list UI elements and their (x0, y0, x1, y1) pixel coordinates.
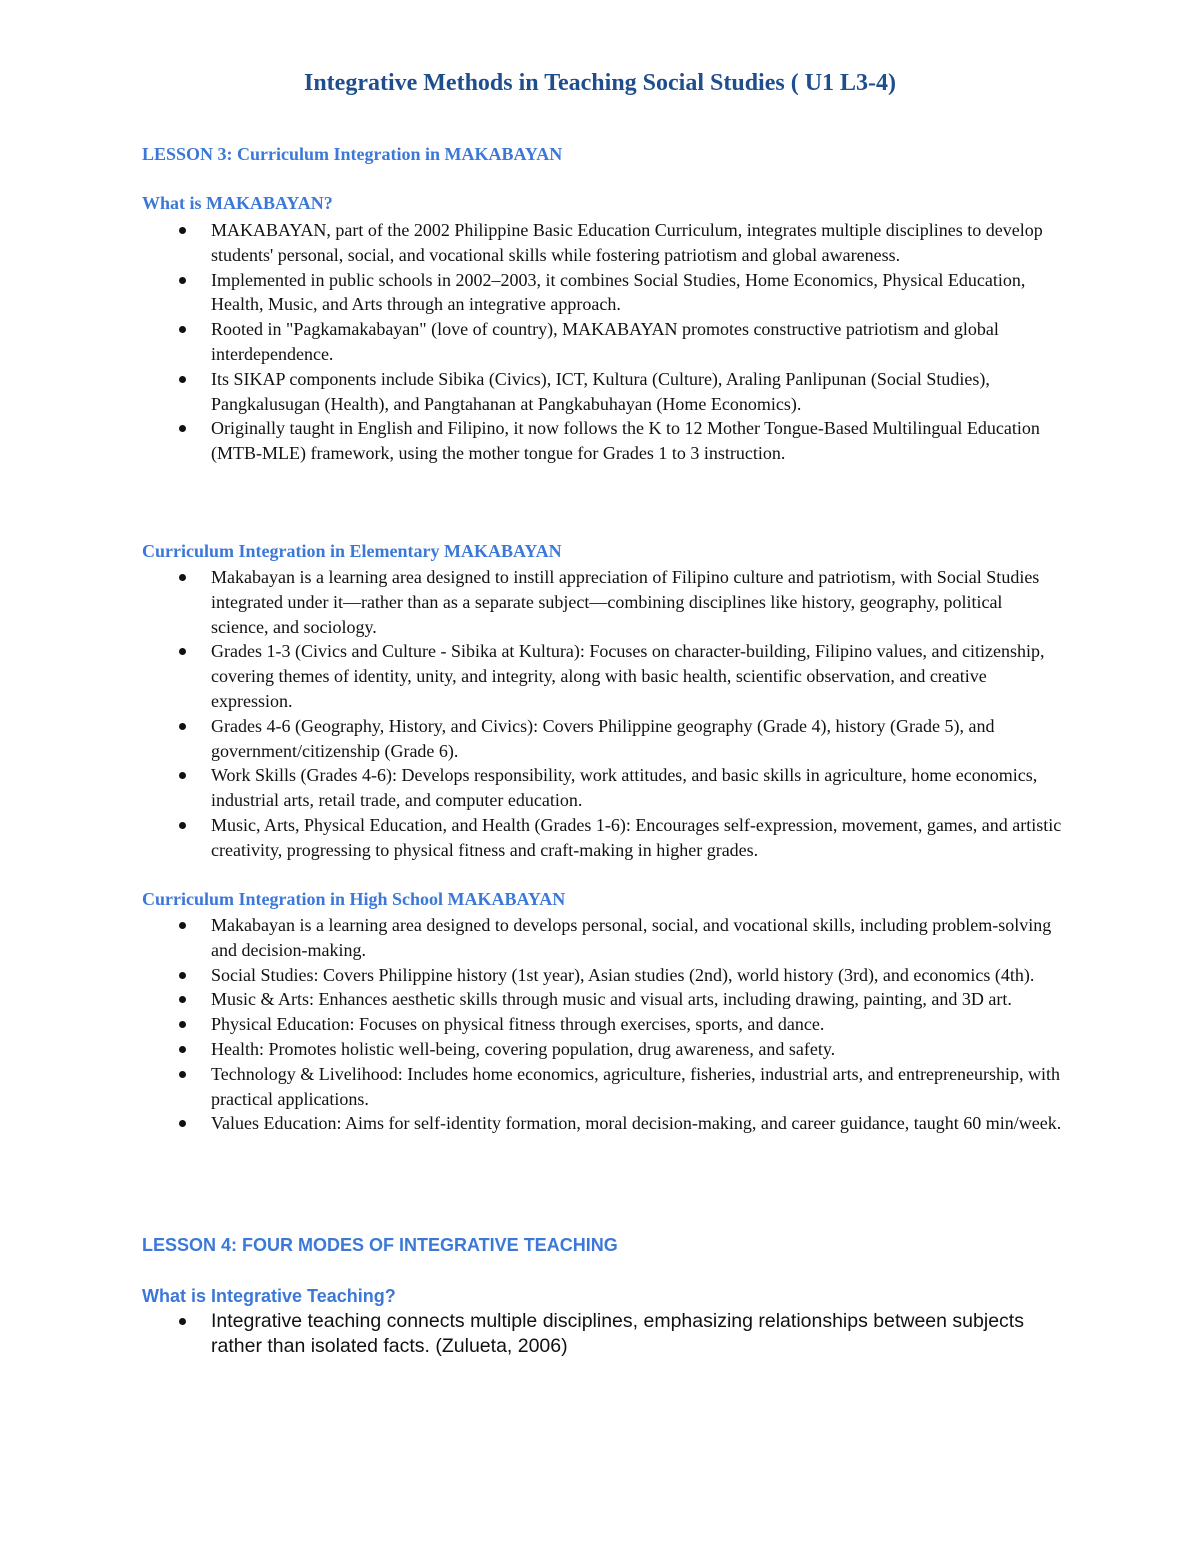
lesson-3-heading: LESSON 3: Curriculum Integration in MAKABAYAN (142, 144, 563, 164)
section-heading-integrative-teaching: What is Integrative Teaching? (142, 1286, 396, 1306)
bullet-icon (179, 227, 186, 234)
lesson-4-heading: LESSON 4: FOUR MODES OF INTEGRATIVE TEACHING (142, 1235, 618, 1255)
list-item: Music & Arts: Enhances aesthetic skills through music and visual arts, including drawing, painting, and 3D art. (142, 987, 1062, 1012)
bullet-icon (179, 425, 186, 432)
bullet-icon (179, 972, 186, 979)
document-title: Integrative Methods in Teaching Social Studies ( U1 L3-4) (303, 70, 897, 96)
section-heading-what-is-makabayan: What is MAKABAYAN? (142, 193, 333, 213)
bullet-icon (179, 574, 186, 581)
bullet-icon (179, 772, 186, 779)
bullet-icon (179, 922, 186, 929)
list-item: Social Studies: Covers Philippine history (1st year), Asian studies (2nd), world history (3rd), and economics (4th). (142, 963, 1062, 988)
list-item: Makabayan is a learning area designed to develops personal, social, and vocational skills, including problem-solving and decision-making. (142, 913, 1062, 963)
list-item: Values Education: Aims for self-identity formation, moral decision-making, and career guidance, taught 60 min/week. (142, 1111, 1062, 1136)
list-item: Music, Arts, Physical Education, and Health (Grades 1-6): Encourages self-expression, movement, games, and artistic creativity, progressing to physical fitness and craft-making in higher grades. (142, 813, 1062, 863)
section-heading-high-school: Curriculum Integration in High School MAKABAYAN (142, 889, 566, 909)
list-item: Grades 1-3 (Civics and Culture - Sibika at Kultura): Focuses on character-building, Filipino values, and citizenship, covering themes of identity, unity, and integrity, along with basic health, scientific observation, and creative expression. (142, 639, 1062, 713)
list-item: Work Skills (Grades 4-6): Develops responsibility, work attitudes, and basic skills in agriculture, home economics, industrial arts, retail trade, and computer education. (142, 763, 1062, 813)
list-item: Implemented in public schools in 2002–2003, it combines Social Studies, Home Economics, Physical Education, Health, Music, and Arts through an integrative approach. (142, 268, 1062, 318)
bullet-icon (179, 1046, 186, 1053)
list-item: Physical Education: Focuses on physical fitness through exercises, sports, and dance. (142, 1012, 1062, 1037)
bullet-icon (179, 376, 186, 383)
list-item: Grades 4-6 (Geography, History, and Civics): Covers Philippine geography (Grade 4), history (Grade 5), and government/citizenship (Grade 6). (142, 714, 1062, 764)
bullet-list-elementary (142, 565, 1062, 863)
section-heading-elementary: Curriculum Integration in Elementary MAKABAYAN (142, 541, 562, 561)
bullet-list-what-is-makabayan (142, 218, 1062, 466)
bullet-list-integrative-teaching (142, 1309, 1062, 1359)
bullet-icon (179, 326, 186, 333)
bullet-icon (179, 648, 186, 655)
list-item: Integrative teaching connects multiple disciplines, emphasizing relationships between subjects rather than isolated facts. (Zulueta, 2006) (142, 1309, 1062, 1359)
bullet-icon (179, 1071, 186, 1078)
list-item: Health: Promotes holistic well-being, covering population, drug awareness, and safety. (142, 1037, 1062, 1062)
bullet-list-high-school (142, 913, 1062, 1136)
list-item: Rooted in "Pagkamakabayan" (love of country), MAKABAYAN promotes constructive patriotism and global interdependence. (142, 317, 1062, 367)
bullet-icon (179, 1318, 186, 1325)
bullet-icon (179, 1120, 186, 1127)
bullet-icon (179, 723, 186, 730)
list-item: Originally taught in English and Filipino, it now follows the K to 12 Mother Tongue-Based Multilingual Education (MTB-MLE) framework, using the mother tongue for Grades 1 to 3 instruction. (142, 416, 1062, 466)
list-item: Makabayan is a learning area designed to instill appreciation of Filipino culture and patriotism, with Social Studies integrated under it—rather than as a separate subject—combining disciplines like history, geography, political science, and sociology. (142, 565, 1062, 639)
list-item: MAKABAYAN, part of the 2002 Philippine Basic Education Curriculum, integrates multiple disciplines to develop students' personal, social, and vocational skills while fostering patriotism and global awareness. (142, 218, 1062, 268)
bullet-icon (179, 822, 186, 829)
list-item: Its SIKAP components include Sibika (Civics), ICT, Kultura (Culture), Araling Panlipunan (Social Studies), Pangkalusugan (Health), and Pangtahanan at Pangkabuhayan (Home Economics). (142, 367, 1062, 417)
bullet-icon (179, 996, 186, 1003)
list-item: Technology & Livelihood: Includes home economics, agriculture, fisheries, industrial arts, and entrepreneurship, with practical applications. (142, 1062, 1062, 1112)
bullet-icon (179, 277, 186, 284)
bullet-icon (179, 1021, 186, 1028)
